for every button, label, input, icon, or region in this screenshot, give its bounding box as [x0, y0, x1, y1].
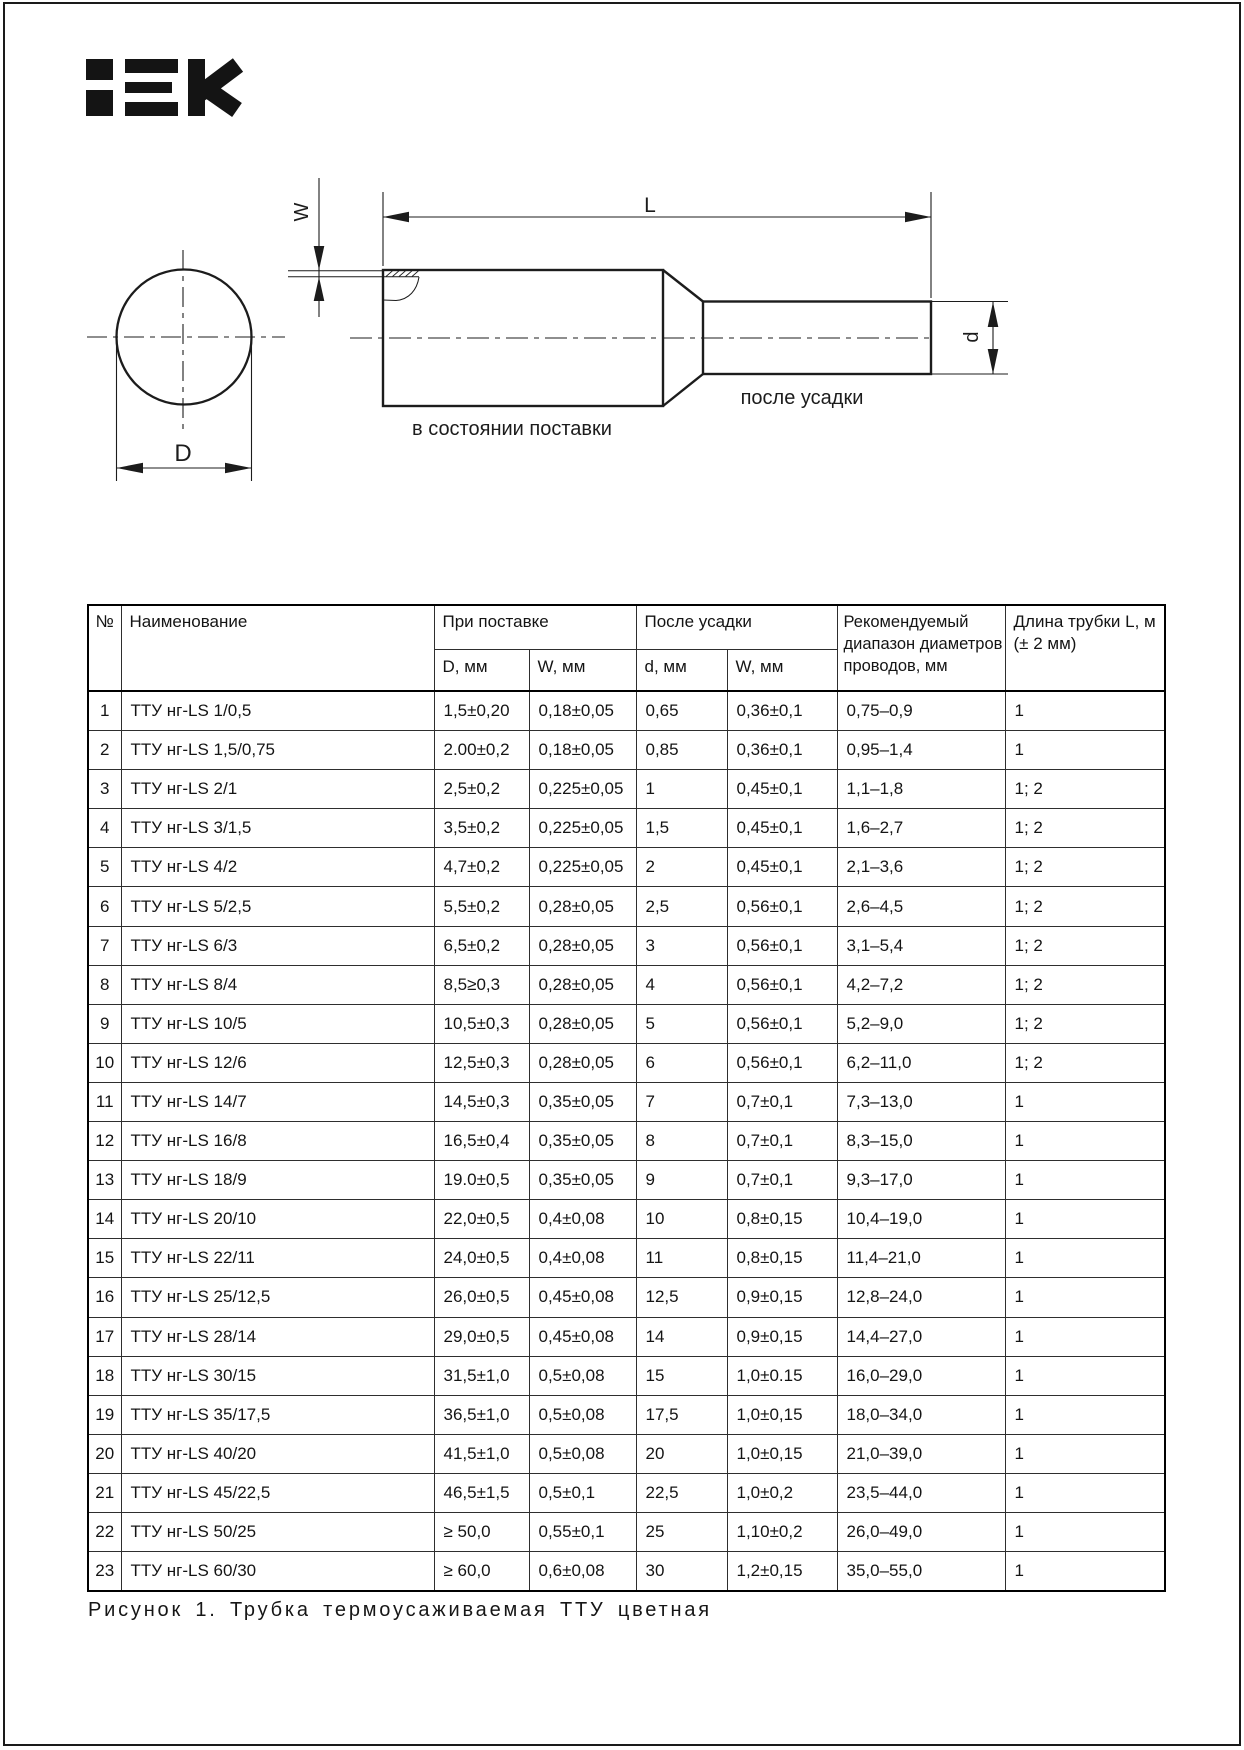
table-cell: 10,5±0,3 [434, 1004, 529, 1043]
table-cell: ТТУ нг-LS 10/5 [121, 1004, 434, 1043]
table-cell: ТТУ нг-LS 5/2,5 [121, 887, 434, 926]
wall-hatching [386, 271, 419, 277]
table-cell: 8 [88, 965, 121, 1004]
table-cell: 15 [636, 1356, 727, 1395]
table-cell: 0,7±0,1 [727, 1082, 837, 1121]
label-d: d [961, 331, 983, 343]
table-cell: ТТУ нг-LS 14/7 [121, 1082, 434, 1121]
table-cell: 0,65 [636, 691, 727, 731]
table-row [88, 1239, 1165, 1278]
table-cell: 7,3–13,0 [837, 1082, 1005, 1121]
table-cell: 1 [1005, 1473, 1165, 1512]
table-cell: 1; 2 [1005, 1043, 1165, 1082]
header-at-delivery: При поставке [434, 605, 636, 650]
header-W-mm-delivery: W, мм [529, 650, 636, 692]
label-D: D [174, 440, 192, 467]
table-cell: 0,56±0,1 [727, 1004, 837, 1043]
table-cell: 0,45±0,08 [529, 1278, 636, 1317]
table-row [88, 1317, 1165, 1356]
table-cell: 1 [1005, 1512, 1165, 1551]
table-cell: 46,5±1,5 [434, 1473, 529, 1512]
table-cell: 0,5±0,08 [529, 1434, 636, 1473]
table-cell: 12 [88, 1122, 121, 1161]
table-row [88, 1004, 1165, 1043]
table-cell: ТТУ нг-LS 12/6 [121, 1043, 434, 1082]
table-row [88, 1356, 1165, 1395]
table-cell: 8,3–15,0 [837, 1122, 1005, 1161]
table-cell: 0,36±0,1 [727, 691, 837, 731]
technical-drawing [0, 0, 1244, 510]
table-cell: 1 [1005, 1434, 1165, 1473]
table-cell: 1 [1005, 1082, 1165, 1121]
table-cell: 19.0±0,5 [434, 1161, 529, 1200]
table-cell: 5,2–9,0 [837, 1004, 1005, 1043]
table-cell: 14 [636, 1317, 727, 1356]
table-cell: 4 [636, 965, 727, 1004]
table-cell: 21,0–39,0 [837, 1434, 1005, 1473]
table-cell: 16 [88, 1278, 121, 1317]
table-cell: 16,5±0,4 [434, 1122, 529, 1161]
table-cell: 10 [636, 1200, 727, 1239]
table-row [88, 691, 1165, 731]
table-cell: 0,6±0,08 [529, 1552, 636, 1592]
table-row [88, 848, 1165, 887]
table-row [88, 1161, 1165, 1200]
table-cell: 0,75–0,9 [837, 691, 1005, 731]
table-cell: 11,4–21,0 [837, 1239, 1005, 1278]
header-length: Длина трубки L, м (± 2 мм) [1005, 605, 1165, 691]
figure-caption: Рисунок 1. Трубка термоусаживаемая ТТУ цветная [88, 1599, 712, 1621]
table-cell: 3,1–5,4 [837, 926, 1005, 965]
table-row [88, 1395, 1165, 1434]
table-cell: ТТУ нг-LS 16/8 [121, 1122, 434, 1161]
table-cell: 1,5 [636, 809, 727, 848]
table-cell: 0,28±0,05 [529, 887, 636, 926]
table-cell: 0,5±0,08 [529, 1356, 636, 1395]
table-cell: 0,18±0,05 [529, 691, 636, 731]
label-L: L [644, 194, 656, 217]
table-cell: 9 [636, 1161, 727, 1200]
table-cell: 9,3–17,0 [837, 1161, 1005, 1200]
table-cell: 0,225±0,05 [529, 809, 636, 848]
table-row [88, 887, 1165, 926]
label-as-supplied: в состоянии поставки [412, 418, 612, 440]
table-cell: 2 [636, 848, 727, 887]
table-cell: 1; 2 [1005, 770, 1165, 809]
table-cell: 22 [88, 1512, 121, 1551]
table-row [88, 1278, 1165, 1317]
table-cell: 1,10±0,2 [727, 1512, 837, 1551]
table-cell: ТТУ нг-LS 28/14 [121, 1317, 434, 1356]
table-cell: 4,2–7,2 [837, 965, 1005, 1004]
table-cell: 1 [1005, 1200, 1165, 1239]
header-name: Наименование [121, 605, 434, 691]
table-cell: ТТУ нг-LS 1/0,5 [121, 691, 434, 731]
table-cell: 25 [636, 1512, 727, 1551]
table-cell: 41,5±1,0 [434, 1434, 529, 1473]
table-cell: 6,5±0,2 [434, 926, 529, 965]
table-cell: 1 [1005, 1552, 1165, 1592]
table-cell: 0,9±0,15 [727, 1317, 837, 1356]
table-cell: 35,0–55,0 [837, 1552, 1005, 1592]
table-cell: 18 [88, 1356, 121, 1395]
table-cell: 1,0±0,15 [727, 1395, 837, 1434]
table-cell: 24,0±0,5 [434, 1239, 529, 1278]
table-cell: ТТУ нг-LS 1,5/0,75 [121, 731, 434, 770]
table-cell: ТТУ нг-LS 4/2 [121, 848, 434, 887]
table-cell: 4,7±0,2 [434, 848, 529, 887]
table-cell: 0,35±0,05 [529, 1122, 636, 1161]
table-cell: 1 [1005, 1278, 1165, 1317]
header-W-mm-shrink: W, мм [727, 650, 837, 692]
table-cell: 0,36±0,1 [727, 731, 837, 770]
header-after-shrink: После усадки [636, 605, 837, 650]
table-cell: 0,28±0,05 [529, 1004, 636, 1043]
table-cell: 22,5 [636, 1473, 727, 1512]
table-row [88, 731, 1165, 770]
table-cell: 19 [88, 1395, 121, 1434]
table-cell: 36,5±1,0 [434, 1395, 529, 1434]
table-cell: 1; 2 [1005, 809, 1165, 848]
table-row [88, 770, 1165, 809]
table-cell: 23,5–44,0 [837, 1473, 1005, 1512]
table-cell: ТТУ нг-LS 35/17,5 [121, 1395, 434, 1434]
table-cell: 0,28±0,05 [529, 965, 636, 1004]
table-cell: ТТУ нг-LS 22/11 [121, 1239, 434, 1278]
table-cell: 0,35±0,05 [529, 1082, 636, 1121]
table-cell: 0,28±0,05 [529, 926, 636, 965]
table-cell: 1,2±0,15 [727, 1552, 837, 1592]
table-cell: 1; 2 [1005, 926, 1165, 965]
table-cell: ТТУ нг-LS 20/10 [121, 1200, 434, 1239]
taper-top-line [663, 270, 703, 302]
header-D-mm: D, мм [434, 650, 529, 692]
table-cell: ТТУ нг-LS 3/1,5 [121, 809, 434, 848]
table-cell: 6,2–11,0 [837, 1043, 1005, 1082]
table-cell: 0,4±0,08 [529, 1239, 636, 1278]
table-cell: 1,1–1,8 [837, 770, 1005, 809]
label-W: W [291, 202, 313, 222]
table-cell: 14,5±0,3 [434, 1082, 529, 1121]
table-cell: 2,5±0,2 [434, 770, 529, 809]
table-cell: 18,0–34,0 [837, 1395, 1005, 1434]
table-cell: 20 [636, 1434, 727, 1473]
table-cell: 17,5 [636, 1395, 727, 1434]
table-cell: 8 [636, 1122, 727, 1161]
table-cell: 26,0–49,0 [837, 1512, 1005, 1551]
table-cell: 0,9±0,15 [727, 1278, 837, 1317]
table-cell: 9 [88, 1004, 121, 1043]
table-cell: 1,5±0,20 [434, 691, 529, 731]
table-cell: 0,4±0,08 [529, 1200, 636, 1239]
table-cell: 0,5±0,08 [529, 1395, 636, 1434]
table-row [88, 1512, 1165, 1551]
table-cell: 3 [88, 770, 121, 809]
label-after-shrink: после усадки [740, 387, 864, 409]
table-cell: 1,0±0.15 [727, 1356, 837, 1395]
table-row [88, 1082, 1165, 1121]
table-cell: 2 [88, 731, 121, 770]
table-cell: 31,5±1,0 [434, 1356, 529, 1395]
table-cell: ТТУ нг-LS 18/9 [121, 1161, 434, 1200]
table-cell: 1 [1005, 1239, 1165, 1278]
table-cell: 1,0±0,15 [727, 1434, 837, 1473]
table-cell: 10 [88, 1043, 121, 1082]
table-cell: 7 [636, 1082, 727, 1121]
table-cell: 1 [1005, 1317, 1165, 1356]
table-cell: 11 [88, 1082, 121, 1121]
table-cell: ТТУ нг-LS 2/1 [121, 770, 434, 809]
table-cell: 0,45±0,1 [727, 770, 837, 809]
table-cell: 2,5 [636, 887, 727, 926]
table-cell: 0,8±0,15 [727, 1239, 837, 1278]
spec-table-body [88, 691, 1165, 1591]
table-cell: 17 [88, 1317, 121, 1356]
table-cell: 0,7±0,1 [727, 1122, 837, 1161]
table-cell: 0,56±0,1 [727, 965, 837, 1004]
table-cell: 0,225±0,05 [529, 770, 636, 809]
table-cell: 0,5±0,1 [529, 1473, 636, 1512]
table-cell: 21 [88, 1473, 121, 1512]
table-cell: 0,56±0,1 [727, 926, 837, 965]
header-d-mm: d, мм [636, 650, 727, 692]
table-row [88, 926, 1165, 965]
header-num: № [88, 605, 121, 691]
table-cell: 8,5≥0,3 [434, 965, 529, 1004]
table-cell: 0,56±0,1 [727, 1043, 837, 1082]
table-cell: ТТУ нг-LS 40/20 [121, 1434, 434, 1473]
table-cell: 0,35±0,05 [529, 1161, 636, 1200]
table-cell: 0,45±0,1 [727, 809, 837, 848]
table-row [88, 1200, 1165, 1239]
table-cell: 5 [88, 848, 121, 887]
table-cell: 1; 2 [1005, 887, 1165, 926]
table-cell: 23 [88, 1552, 121, 1592]
table-cell: 1; 2 [1005, 1004, 1165, 1043]
break-out-curve [383, 277, 419, 301]
table-cell: 15 [88, 1239, 121, 1278]
table-cell: 1,0±0,2 [727, 1473, 837, 1512]
table-cell: 22,0±0,5 [434, 1200, 529, 1239]
table-cell: 26,0±0,5 [434, 1278, 529, 1317]
table-cell: 1 [1005, 691, 1165, 731]
table-cell: 12,5±0,3 [434, 1043, 529, 1082]
table-cell: 1 [1005, 1395, 1165, 1434]
table-cell: 1 [1005, 731, 1165, 770]
table-cell: 0,55±0,1 [529, 1512, 636, 1551]
table-cell: 30 [636, 1552, 727, 1592]
table-cell: 1,6–2,7 [837, 809, 1005, 848]
table-cell: 7 [88, 926, 121, 965]
table-cell: 0,56±0,1 [727, 887, 837, 926]
table-cell: ТТУ нг-LS 8/4 [121, 965, 434, 1004]
table-cell: 12,8–24,0 [837, 1278, 1005, 1317]
table-cell: ТТУ нг-LS 50/25 [121, 1512, 434, 1551]
table-cell: 3,5±0,2 [434, 809, 529, 848]
table-cell: ТТУ нг-LS 6/3 [121, 926, 434, 965]
taper-bottom-line [663, 374, 703, 406]
table-cell: ≥ 60,0 [434, 1552, 529, 1592]
table-cell: 1; 2 [1005, 848, 1165, 887]
table-cell: 3 [636, 926, 727, 965]
table-cell: 2,6–4,5 [837, 887, 1005, 926]
table-cell: 20 [88, 1434, 121, 1473]
table-cell: 10,4–19,0 [837, 1200, 1005, 1239]
table-cell: 29,0±0,5 [434, 1317, 529, 1356]
table-row [88, 1434, 1165, 1473]
table-cell: 16,0–29,0 [837, 1356, 1005, 1395]
table-cell: 12,5 [636, 1278, 727, 1317]
table-cell: 11 [636, 1239, 727, 1278]
table-cell: ТТУ нг-LS 60/30 [121, 1552, 434, 1592]
table-cell: 0,8±0,15 [727, 1200, 837, 1239]
table-row [88, 809, 1165, 848]
table-row [88, 1473, 1165, 1512]
table-cell: ≥ 50,0 [434, 1512, 529, 1551]
table-cell: ТТУ нг-LS 25/12,5 [121, 1278, 434, 1317]
table-cell: 5 [636, 1004, 727, 1043]
table-cell: 1; 2 [1005, 965, 1165, 1004]
table-cell: 14 [88, 1200, 121, 1239]
table-cell: 4 [88, 809, 121, 848]
table-cell: 6 [88, 887, 121, 926]
table-cell: 14,4–27,0 [837, 1317, 1005, 1356]
table-cell: 0,28±0,05 [529, 1043, 636, 1082]
table-cell: 13 [88, 1161, 121, 1200]
table-cell: 0,7±0,1 [727, 1161, 837, 1200]
table-cell: ТТУ нг-LS 45/22,5 [121, 1473, 434, 1512]
table-cell: 0,18±0,05 [529, 731, 636, 770]
table-row [88, 1043, 1165, 1082]
table-cell: ТТУ нг-LS 30/15 [121, 1356, 434, 1395]
table-cell: 1 [636, 770, 727, 809]
table-cell: 1 [88, 691, 121, 731]
table-cell: 6 [636, 1043, 727, 1082]
table-cell: 5,5±0,2 [434, 887, 529, 926]
table-cell: 2.00±0,2 [434, 731, 529, 770]
header-range: Рекомендуемый диапазон диаметров проводов, мм [837, 605, 1005, 691]
table-cell: 1 [1005, 1161, 1165, 1200]
table-row [88, 1122, 1165, 1161]
spec-table [87, 604, 1166, 1592]
table-cell: 0,225±0,05 [529, 848, 636, 887]
table-row [88, 965, 1165, 1004]
table-cell: 0,85 [636, 731, 727, 770]
table-cell: 0,95–1,4 [837, 731, 1005, 770]
table-cell: 0,45±0,08 [529, 1317, 636, 1356]
table-cell: 1 [1005, 1122, 1165, 1161]
spec-table-header [88, 605, 1165, 691]
table-cell: 2,1–3,6 [837, 848, 1005, 887]
table-row [88, 1552, 1165, 1592]
table-cell: 1 [1005, 1356, 1165, 1395]
table-cell: 0,45±0,1 [727, 848, 837, 887]
